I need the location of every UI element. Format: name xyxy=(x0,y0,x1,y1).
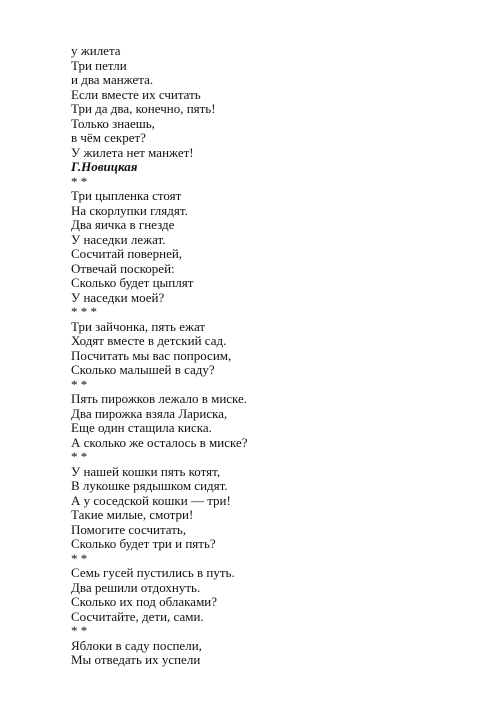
poem-line: У наседки лежат. xyxy=(71,231,166,247)
poem-line: Два пирожка взяла Лариска, xyxy=(71,405,228,421)
poem-line: Помогите сосчитать, xyxy=(71,521,187,537)
poem-line: Ходят вместе в детский сад. xyxy=(71,333,227,348)
poem-line: Сосчитайте, дети, сами. xyxy=(71,608,204,624)
poem-line: Мы отведать их успели xyxy=(71,652,201,667)
poem-line: Отвечай поскорей: xyxy=(71,260,175,276)
poem-line: Три зайчонка, пять ежат xyxy=(71,318,206,334)
poem-line: Сколько будет цыплят xyxy=(71,275,194,290)
poem-line: У жилета нет манжет! xyxy=(71,144,194,160)
poem-line: Два решили отдохнуть. xyxy=(71,579,201,595)
poem-line: Если вместе их считать xyxy=(71,86,201,102)
poem-line: Сколько их под облаками? xyxy=(71,594,218,609)
poem-text xyxy=(71,44,471,668)
poem-line: Сосчитай поверней, xyxy=(71,246,183,261)
poem-line: У нашей кошки пять котят, xyxy=(71,463,221,479)
poem-line: Еще один стащила киска. xyxy=(71,420,212,435)
stanza-separator: * * xyxy=(71,173,88,189)
stanza-separator: * * xyxy=(71,376,88,392)
poem-line: в чём секрет? xyxy=(71,130,146,145)
poem-line: Пять пирожков лежало в миске. xyxy=(71,391,248,406)
poem-line: Сколько малышей в саду? xyxy=(71,362,215,377)
poem-line: Семь гусей пустились в путь. xyxy=(71,565,235,580)
poem-line: А у соседской кошки — три! xyxy=(71,492,231,508)
stanza-separator: * * xyxy=(71,550,88,566)
stanza-separator: * * * xyxy=(71,304,97,319)
poem-line: У наседки моей? xyxy=(71,289,165,305)
poem-line: Три петли xyxy=(71,57,127,73)
poem-line: Посчитать мы вас попросим, xyxy=(71,347,232,363)
poem-line: Только знаешь, xyxy=(71,115,155,131)
poem-line: Два яичка в гнезде xyxy=(71,217,175,232)
poem-line: Яблоки в саду поспели, xyxy=(71,637,202,653)
stanza-separator: * * xyxy=(71,449,88,464)
poem-line: Такие милые, смотри! xyxy=(71,507,194,522)
stanza-separator: * * xyxy=(71,623,88,638)
poem-line: А сколько же осталось в миске? xyxy=(71,434,248,450)
poem-line: Три цыпленка стоят xyxy=(71,188,182,203)
poem-line: и два манжета. xyxy=(71,72,154,87)
poem-line: Три да два, конечно, пять! xyxy=(71,101,216,116)
poem-line: Сколько будет три и пять? xyxy=(71,536,216,551)
poem-line: у жилета xyxy=(71,43,121,58)
poem-line: На скорлупки глядят. xyxy=(71,202,188,218)
author-signature: Г.Новицкая xyxy=(71,159,138,174)
poem-line: В лукошке рядышком сидят. xyxy=(71,478,228,493)
